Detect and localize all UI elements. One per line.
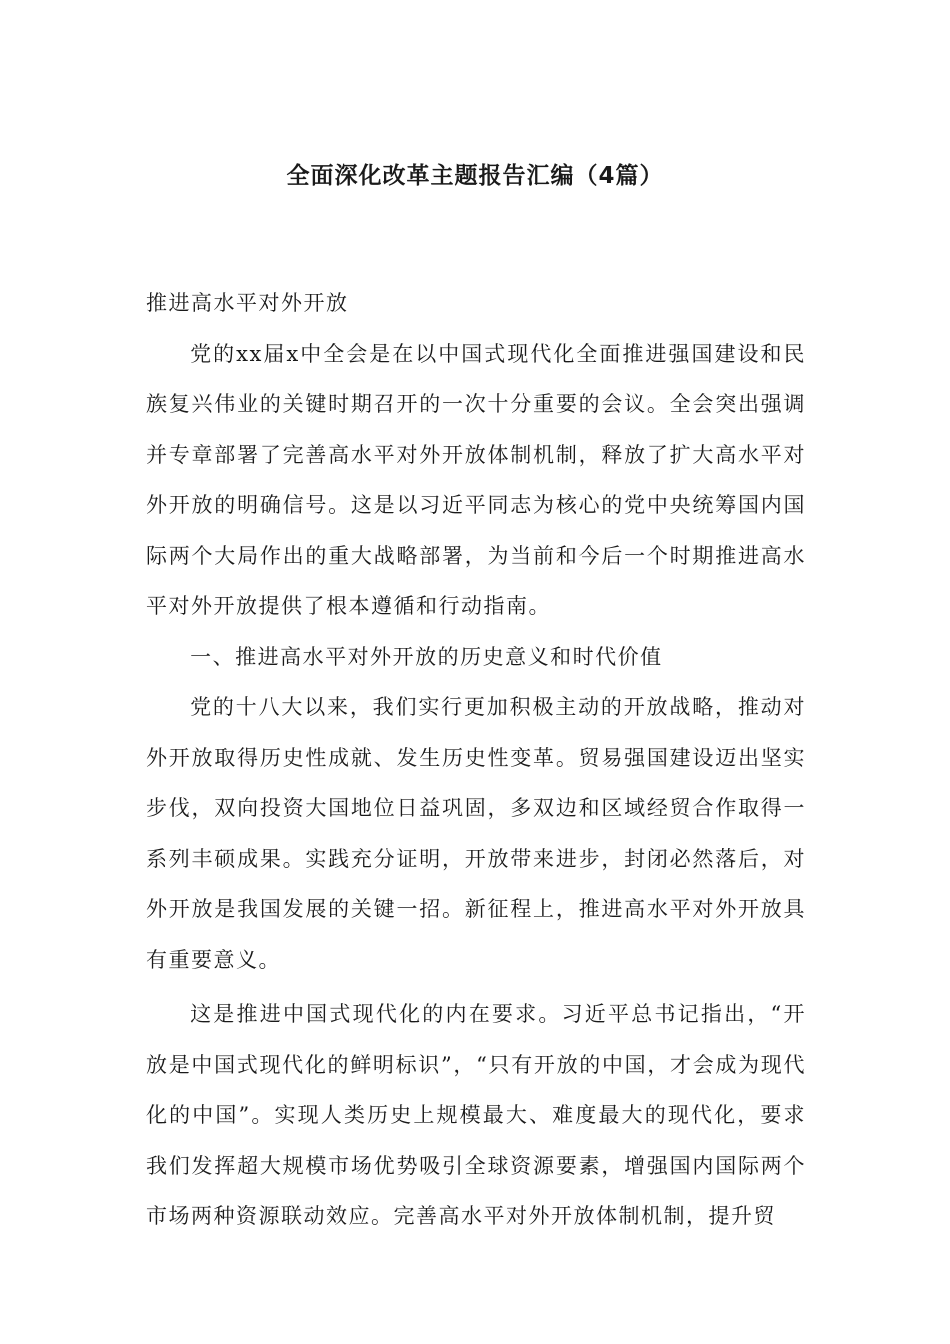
paragraph-2: 党的十八大以来，我们实行更加积极主动的开放战略，推动对外开放取得历史性成就、发生历史性变革。贸易强国建设迈出坚实步伐，双向投资大国地位日益巩固，多双边和区域经贸合作取得一系列丰硕成果。实践充分证明，开放带来进步，封闭必然落后，对外开放是我国发展的关键一招。新征程上，推进高水平对外开放具有重要意义。: [146, 695, 806, 972]
paragraph-1: 党的xx届x中全会是在以中国式现代化全面推进强国建设和民族复兴伟业的关键时期召开的一次十分重要的会议。全会突出强调并专章部署了完善高水平对外开放体制机制，释放了扩大高水平对外开放的明确信号。这是以习近平同志为核心的党中央统筹国内国际两个大局作出的重大战略部署，为当前和今后一个时期推进高水平对外开放提供了根本遵循和行动指南。: [146, 341, 806, 618]
document-title: 全面深化改革主题报告汇编（4篇）: [286, 163, 664, 189]
paragraph-3: 这是推进中国式现代化的内在要求。习近平总书记指出，“开放是中国式现代化的鲜明标识”，“只有开放的中国，才会成为现代化的中国”。实现人类历史上规模最大、难度最大的现代化，要求我们发挥超大规模市场优势吸引全球资源要素，增强国内国际两个市场两种资源联动效应。完善高水平对外开放体制机制，提升贸: [146, 1002, 806, 1228]
section-heading: 推进高水平对外开放: [146, 291, 349, 315]
subheading-1: 一、推进高水平对外开放的历史意义和时代价值: [190, 644, 663, 669]
document-body: [146, 278, 806, 1242]
